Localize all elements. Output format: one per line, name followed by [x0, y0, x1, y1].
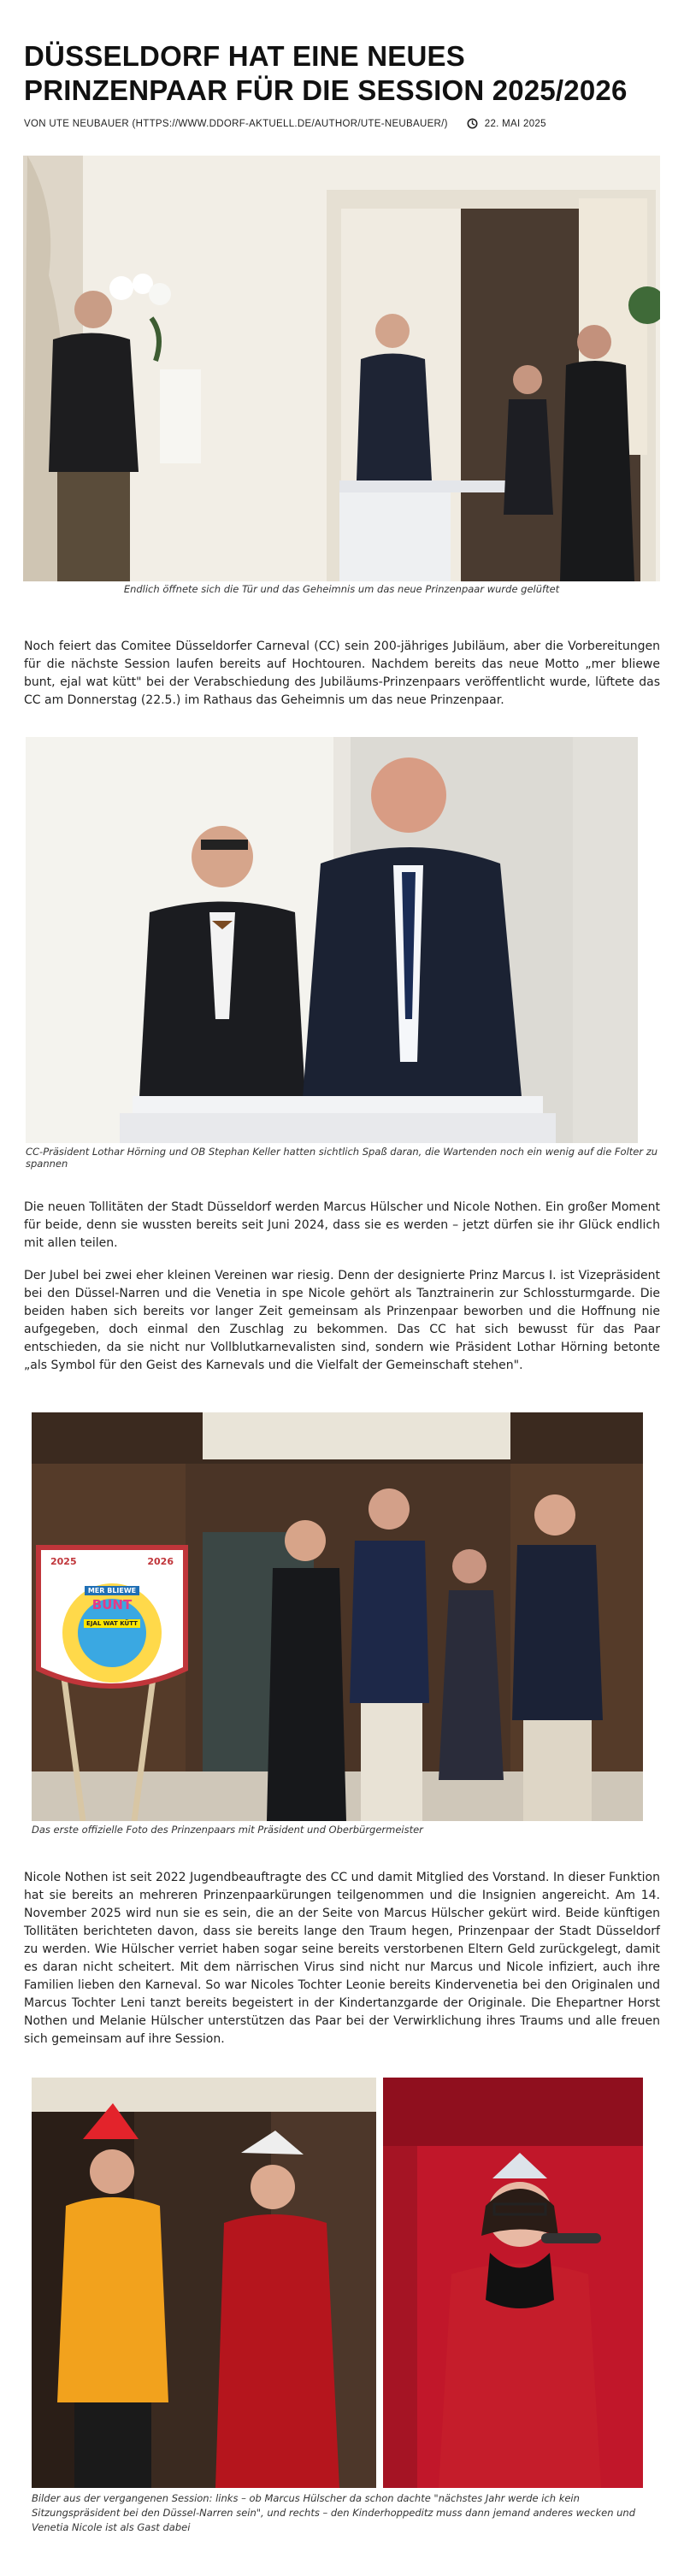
- easel-year-left: 2025: [50, 1556, 77, 1567]
- paragraph: Nicole Nothen ist seit 2022 Jugendbeauftragte des CC und damit Mitglied des Vorstand. In dieser Funktion hat sie bereits an mehreren Prinzenpaarkürungen teilgenommen und die Insignien angereicht. Am 14. November 2025 wird nun sie es sein, die an der Seite von Marcus Hülscher gekürt wird. Beide künftigen Tollitäten berichteten davon, dass sie bereits lange den Traum hegen, Prinzenpaar der Stadt Düsseldorf zu werden. Wie Hülscher verriet haben sogar seine bereits verstorbenen Eltern Geld zurückgelegt, damit es daran nicht scheitert. Mit dem närrischen Virus sind nicht nur Marcus und Nicole infiziert, auch ihre Familien lieben den Karneval. So war Nicoles Tochter Leonie bereits Kindervenetia bei den Originalen und Marcus Tochter Leni tanzt bereits begeistert in der Kindertanzgarde der Originale. Die Ehepartner Horst Nothen und Melanie Hülscher unterstützen das Paar bei der Verwirklichung ihres Traums und alle freuen sich gemeinsam auf ihre Session.: [24, 1871, 660, 2046]
- photo-past-session-right: [383, 2078, 643, 2488]
- photo-past-session-left: [32, 2078, 376, 2488]
- figure-caption: Endlich öffnete sich die Tür und das Geheimnis um das neue Prinzenpaar wurde gelüftet: [123, 583, 560, 595]
- easel-year-right: 2026: [147, 1556, 174, 1567]
- photo-prinzenpaar-reveal: [23, 156, 660, 581]
- easel-motto-line3: EJAL WAT KÜTT: [84, 1619, 140, 1628]
- author-link[interactable]: UTE NEUBAUER (HTTPS://WWW.DDORF-AKTUELL.DE/AUTHOR/UTE-NEUBAUER/): [49, 118, 448, 129]
- clock-icon: [467, 118, 478, 129]
- publish-date: 22. MAI 2025: [484, 118, 546, 129]
- easel-sign: [42, 1556, 182, 1629]
- figure-caption: Bilder aus der vergangenen Session: links – ob Marcus Hülscher da schon dachte "nächstes Jahr werde ich kein Sitzungspräsident bei den Düssel-Narren sein", und rechts – den Kinderhoppeditz muss dann jemand anderes wecken und Venetia Nicole ist als Gast dabei: [32, 2492, 636, 2533]
- paragraph: Die neuen Tollitäten der Stadt Düsseldorf werden Marcus Hülscher und Nicole Nothen. Ein großer Moment für beide, denn sie wussten bereits seit Juni 2024, dass sie es werden – jetzt dürfen sie ihr Glück endlich mit allen teilen.: [24, 1200, 660, 1250]
- byline-prefix: VON: [24, 118, 46, 129]
- article-title: DÜSSELDORF HAT EINE NEUES PRINZENPAAR FÜR DIE SESSION 2025/2026: [24, 40, 628, 106]
- figure-caption: Das erste offizielle Foto des Prinzenpaars mit Präsident und Oberbürgermeister: [32, 1824, 423, 1836]
- paragraph: Noch feiert das Comitee Düsseldorfer Carneval (CC) sein 200-jähriges Jubiläum, aber die Vorbereitungen für die nächste Session laufen bereits auf Hochtouren. Nachdem bereits das neue Motto „mer bliewe bunt, ejal wat kütt" bei der Verabschiedung des Jubiläums-Prinzenpaars veröffentlicht wurde, lüftete das CC am Donnerstag (22.5.) im Rathaus das Geheimnis um das neue Prinzenpaar.: [24, 640, 660, 707]
- photo-official-group: [32, 1412, 643, 1821]
- figure-caption: CC-Präsident Lothar Hörning und OB Stephan Keller hatten sichtlich Spaß daran, die Wartenden noch ein wenig auf die Folter zu spannen: [26, 1146, 658, 1170]
- easel-motto-line2: BUNT: [91, 1597, 133, 1612]
- article-meta: [24, 118, 660, 129]
- paragraph: Der Jubel bei zwei eher kleinen Vereinen war riesig. Denn der designierte Prinz Marcus I. ist Vizepräsident bei den Düssel-Narren und die Venetia in spe Nicole gehört als Tanztrainerin zur Schlossturmgarde. Die beiden haben sich bereits vor langer Zeit gemeinsam als Prinzenpaar beworben und die Hoffnung nie aufgegeben, doch einmal den Zuschlag zu bekommen. Das CC hat sich bewusst für das Paar entschieden, da sie nicht nur Vollblutkarnevalisten sind, sondern wie Präsident Lothar Hörning betonte „als Symbol für den Geist des Karnevals und die Vielfalt der Gemeinschaft stehen".: [24, 1269, 660, 1372]
- easel-motto-line1: MER BLIEWE: [85, 1586, 139, 1595]
- photo-president-and-mayor: [26, 737, 638, 1143]
